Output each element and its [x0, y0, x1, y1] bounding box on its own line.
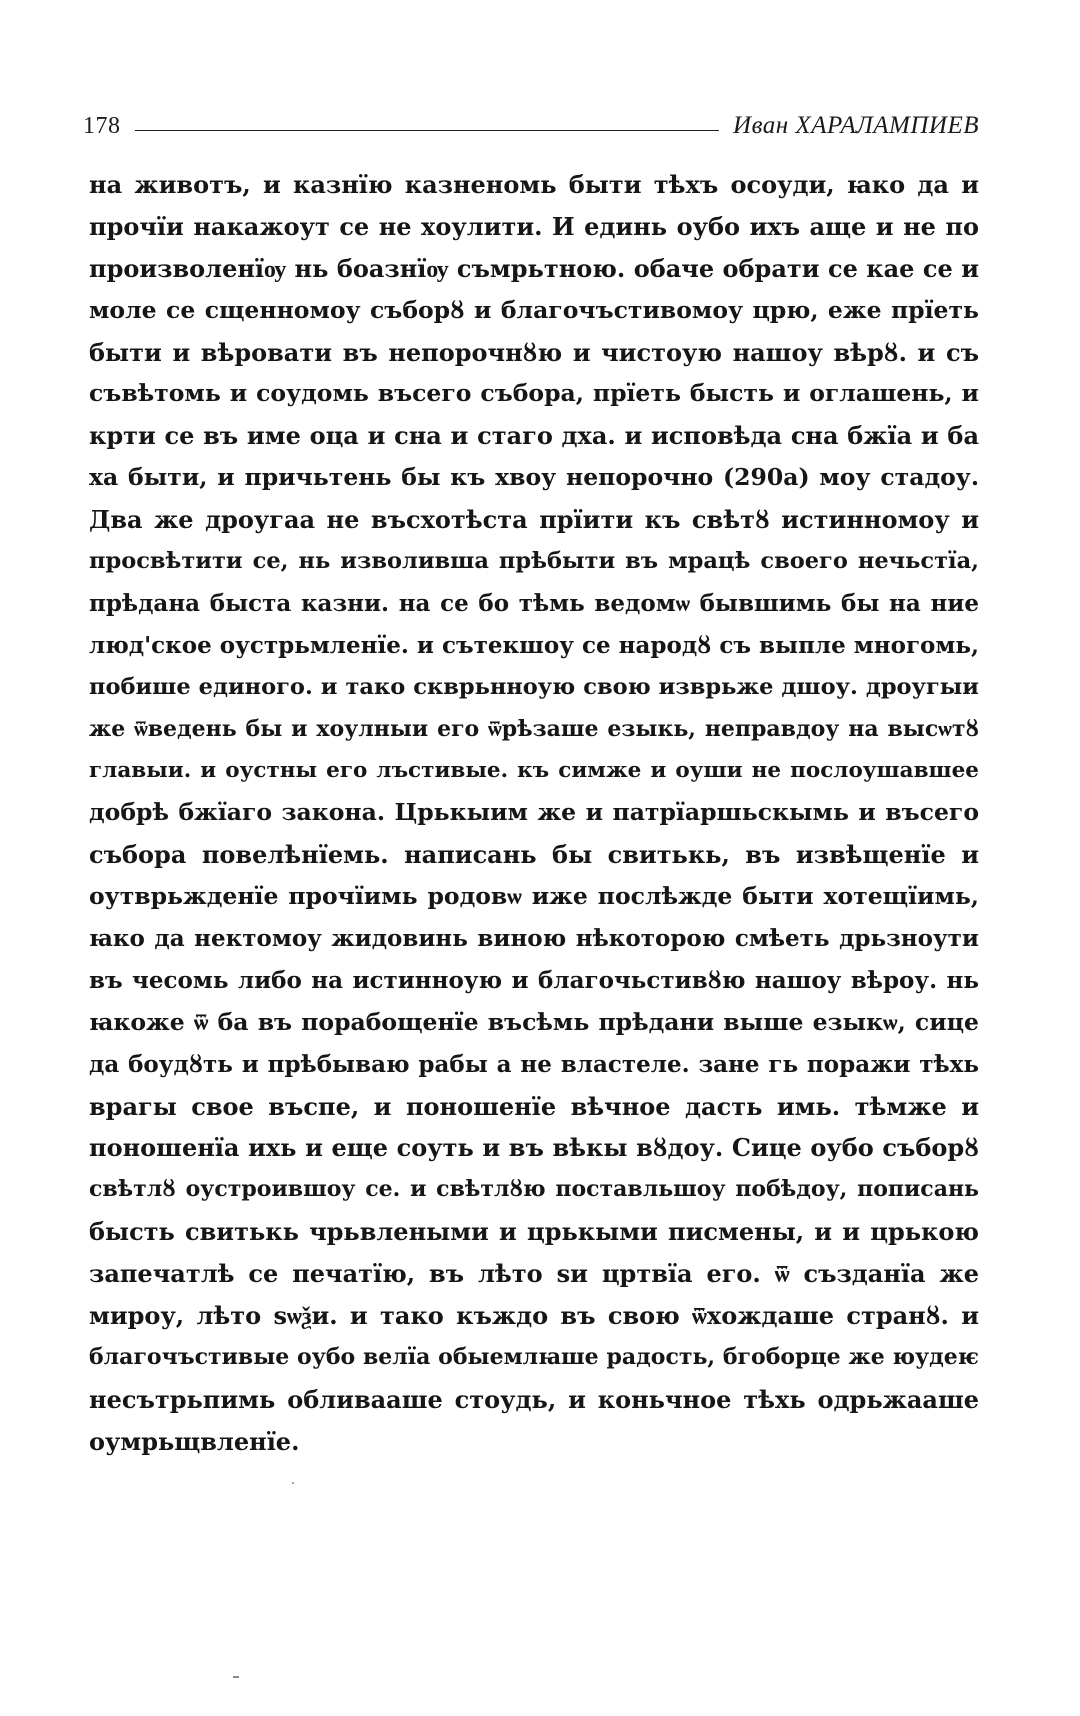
page-number: 178: [83, 112, 121, 139]
text-line: главыи. и оустны его лъстивые. къ симже и оуши не послоушавшее: [89, 758, 979, 784]
text-line: люд'ское оустрьмленїе. и сътекшоу се народȣ съ выпле многомь,: [89, 631, 979, 659]
text-line: прочїи накажоут се не хоулити. И единь оубо ихъ аще и не по: [89, 211, 979, 241]
text-line: бысть свитькь чрьвлеными и црькыми писмены, и и црькою: [89, 1217, 979, 1247]
text-line: въ чесомь либо на истинноую и благочьстивȣю нашоу вѣроу. нь: [89, 966, 979, 994]
text-line: запечатлѣ се печатїю, въ лѣто ѕи цртвїа его. ѿ създанїа же: [89, 1259, 979, 1289]
text-line: же ѿведень бы и хоулныи его ѿрѣзаше езыкь, неправдоу на высѡтȣ: [89, 715, 979, 742]
text-line: оутврьжденїе прочїимь родовѡ иже послѣжде быти хотещїимь,: [89, 882, 979, 911]
old-church-slavonic-text: [89, 164, 979, 1463]
scan-speck: [292, 1482, 294, 1484]
text-line: просвѣтити се, нь изволивша прѣбыти въ мрацѣ своего нечьстїа,: [89, 548, 979, 575]
text-line: врагы свое въспе, и поношенїе вѣчное дасть имь. тѣмже и: [89, 1091, 979, 1121]
header-rule: [135, 130, 720, 131]
text-line: да боудȣть и прѣбываю рабы а не властеле. зане гь поражи тѣхь: [89, 1050, 979, 1078]
text-line: мироу, лѣто ѕѡѯи. и тако къждо въ свою ѿхождаше странȣ. и: [89, 1301, 979, 1331]
text-line: быти и вѣровати въ непорочнȣю и чистоую нашоу вѣрȣ. и съ: [89, 337, 979, 367]
text-line: събора повелѣнїемь. написань бы свитькь, въ извѣщенїе и: [89, 840, 979, 870]
text-line: крти се въ име оца и сна и стаго дха. и исповѣда сна бжїа и ба: [89, 421, 979, 451]
text-line: свѣтлȣ оустроившоу се. и свѣтлȣю поставльшоу побѣдоу, пописань: [89, 1176, 979, 1203]
text-line: ꙗкоже ѿ ба въ порабощенїе въсѣмь прѣдани выше езыкѡ, сице: [89, 1007, 979, 1036]
text-line: побише единого. и тако скврьнноую свою изврьже дшоу. дроугыи: [89, 673, 979, 700]
running-header: [83, 106, 979, 146]
text-line: несътрьпимь обливааше стоудь, и коньчное тѣхь одрьжааше: [89, 1384, 979, 1414]
text-line: ꙗко да нектомоу жидовинь виною нѣкоторою смѣеть дрьзноути: [89, 925, 979, 953]
text-line: моле се сщенномоу съборȣ и благочъстивомоу црю, еже прїеть: [89, 295, 979, 324]
scan-speck: [233, 1676, 239, 1678]
text-line: Два же дроугаа не въсхотѣста прїити къ свѣтȣ истинномоу и: [89, 505, 979, 535]
text-line: произволенїѹ нь боазнїѹ съмрьтною. обаче обрати се кае се и: [89, 253, 979, 283]
text-line: добрѣ бжїаго закона. Црькыим же и патрїаршьскымь и въсего: [89, 798, 979, 827]
text-line: благочъстивые оубо велїа обыемлꙗше радость, бгоборце же юудеѥ: [89, 1343, 979, 1370]
text-line: на животъ, и казнїю казненомь быти тѣхъ осоуди, ꙗко да и: [89, 170, 979, 199]
text-line: поношенїа ихь и еще соуть и въ вѣкы вȣдоу. Сице оубо съборȣ: [89, 1133, 979, 1163]
text-line: ха быти, и причьтень бы къ хвоу непорочно (290а) моу стадоу.: [89, 463, 979, 492]
running-title: Иван ХАРАЛАМПИЕВ: [733, 112, 979, 139]
text-line: оумрьщвленїе.: [89, 1426, 300, 1456]
text-line: съвѣтомь и соудомь въсего събора, прїеть бысть и оглашень, и: [89, 379, 979, 408]
text-line: прѣдана быста казни. на се бо тѣмь ведомѡ бывшимь бы на ние: [89, 589, 979, 617]
